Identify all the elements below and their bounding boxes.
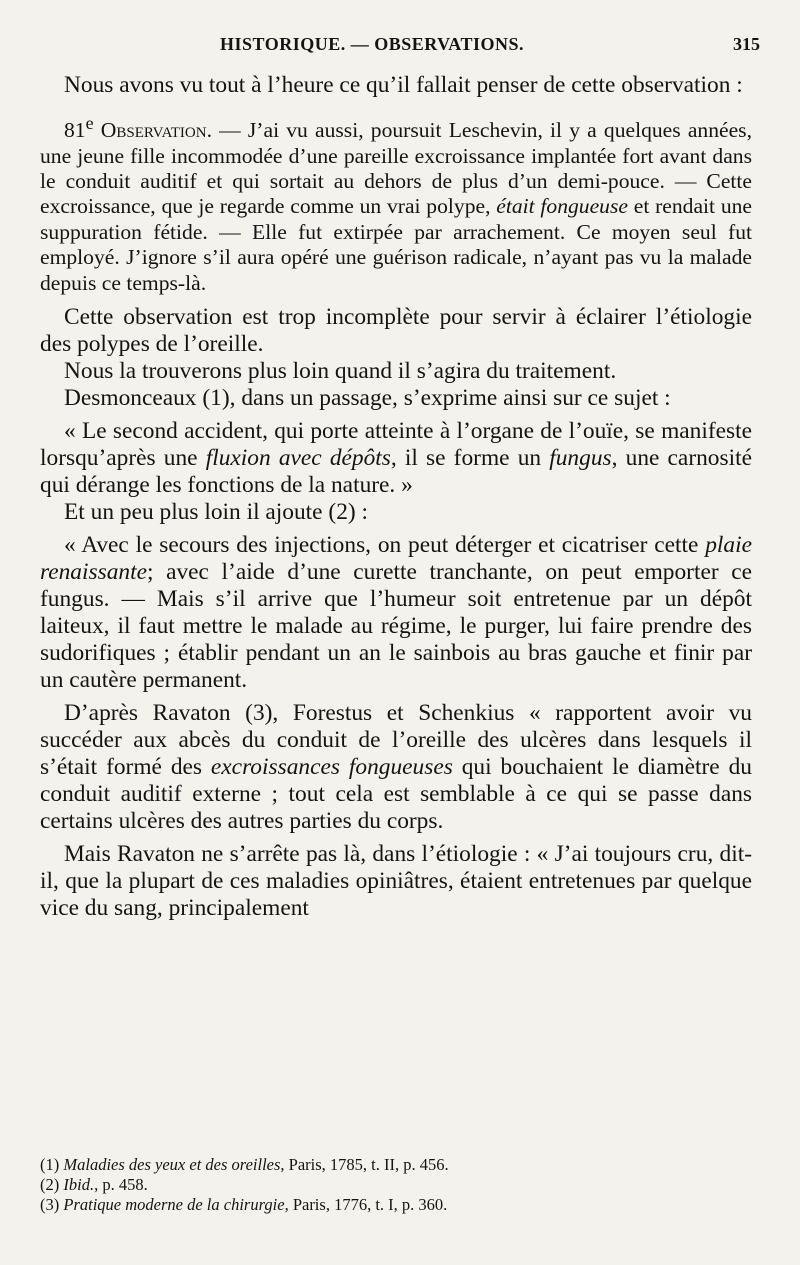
footnote-text: , Paris, 1776, t. I, p. 360. (284, 1195, 448, 1214)
text: qui bouchaient le diamètre du conduit auditif externe ; tout cela est semblable à ce qui se passe dans certains ulcères des autres parties du corps. (40, 754, 752, 835)
footnote-title: Pratique moderne de la chirurgie (63, 1195, 285, 1214)
footnote-2 (40, 1175, 740, 1195)
text: , une carnosité qui dérange les fonctions de la nature. » (40, 445, 752, 499)
footnote-3 (40, 1195, 740, 1215)
paragraph (40, 304, 752, 358)
text: Mais Ravaton ne s’arrête pas là, dans l’étiologie : « J’ai toujours cru, dit-il, que la plupart de ces maladies opiniâtres, étaient entretenues par quelque vice du sang, principalement (40, 841, 752, 922)
emphasis: était fongueuse (496, 194, 628, 219)
emphasis: excroissances fongueuses (210, 754, 453, 781)
paragraph (40, 358, 752, 385)
text: D’après Ravaton (3), Forestus et Schenkius « rapportent avoir vu succéder aux abcès du conduit de l’oreille des ulcères dans lesquels il s’était formé des (40, 700, 752, 781)
observation-81 (40, 111, 752, 296)
text: , il se forme un (390, 445, 550, 472)
running-header (30, 34, 770, 60)
footnote-text: , Paris, 1785, t. II, p. 456. (280, 1155, 449, 1174)
observation-number: 81 (64, 118, 86, 143)
paragraph (40, 499, 752, 526)
paragraph (40, 841, 752, 922)
footnote-number: (1) (40, 1155, 64, 1174)
text: Cette observation est trop incomplète pour servir à éclairer l’étiologie des polypes de l’oreille. (40, 304, 752, 358)
emphasis: fungus (549, 445, 612, 472)
emphasis: plaie renaissante (40, 532, 752, 586)
footnote-title: Ibid. (63, 1175, 95, 1194)
text: Nous avons vu tout à l’heure ce qu’il fallait penser de cette observation : (64, 72, 743, 98)
observation-label: Observation. (100, 118, 212, 143)
text: « Avec le secours des injections, on peut déterger et cicatriser cette (64, 532, 706, 559)
text: Nous la trouverons plus loin quand il s’agira du traitement. (64, 358, 617, 385)
paragraph (40, 700, 752, 835)
observation-number-suffix: e (85, 113, 94, 133)
page-body (40, 72, 752, 922)
footnote-number: (2) (40, 1175, 64, 1194)
page-number: 315 (733, 34, 760, 54)
footnote-number: (3) (40, 1195, 64, 1214)
text: Et un peu plus loin il ajoute (2) : (64, 499, 369, 526)
footnote-text: , p. 458. (94, 1175, 148, 1194)
quotation (40, 418, 752, 499)
footnote-1 (40, 1155, 740, 1175)
footnote-title: Maladies des yeux et des oreilles (63, 1155, 281, 1174)
text: « Le second accident, qui porte atteinte à l’organe de l’ouïe, se manifeste lorsqu’après une (40, 418, 752, 472)
text: Desmonceaux (1), dans un passage, s’exprime ainsi sur ce sujet : (64, 385, 671, 412)
text: — J’ai vu aussi, poursuit Leschevin, il y a quelques années, une jeune fille incommodée d’une pareille excroissance implantée fort avant dans le conduit auditif et qui sortait au dehors de plus d’un demi-pouce. — Cette excroissance, que je regarde comme un vrai polype, (40, 118, 752, 219)
emphasis: fluxion avec dépôts (205, 445, 391, 472)
quotation (40, 532, 752, 694)
text: et rendait une suppuration fétide. — Elle fut extirpée par arrachement. Ce moyen seul fut employé. J’ignore s’il aura opéré une guérison radicale, n’ayant pas vu la malade depuis ce temps-là. (40, 194, 752, 295)
text: ; avec l’aide d’une curette tranchante, on peut emporter ce fungus. — Mais s’il arrive que l’humeur soit entretenue par un dépôt laiteux, il faut mettre le malade au régime, le purger, lui faire prendre des sudorifiques ; établir pendant un an le sainbois au bras gauche et finir par un cautère permanent. (40, 559, 752, 694)
paragraph (40, 385, 752, 412)
footnotes (40, 1155, 740, 1215)
running-title: HISTORIQUE. — OBSERVATIONS. (220, 34, 524, 54)
paragraph (40, 72, 752, 99)
